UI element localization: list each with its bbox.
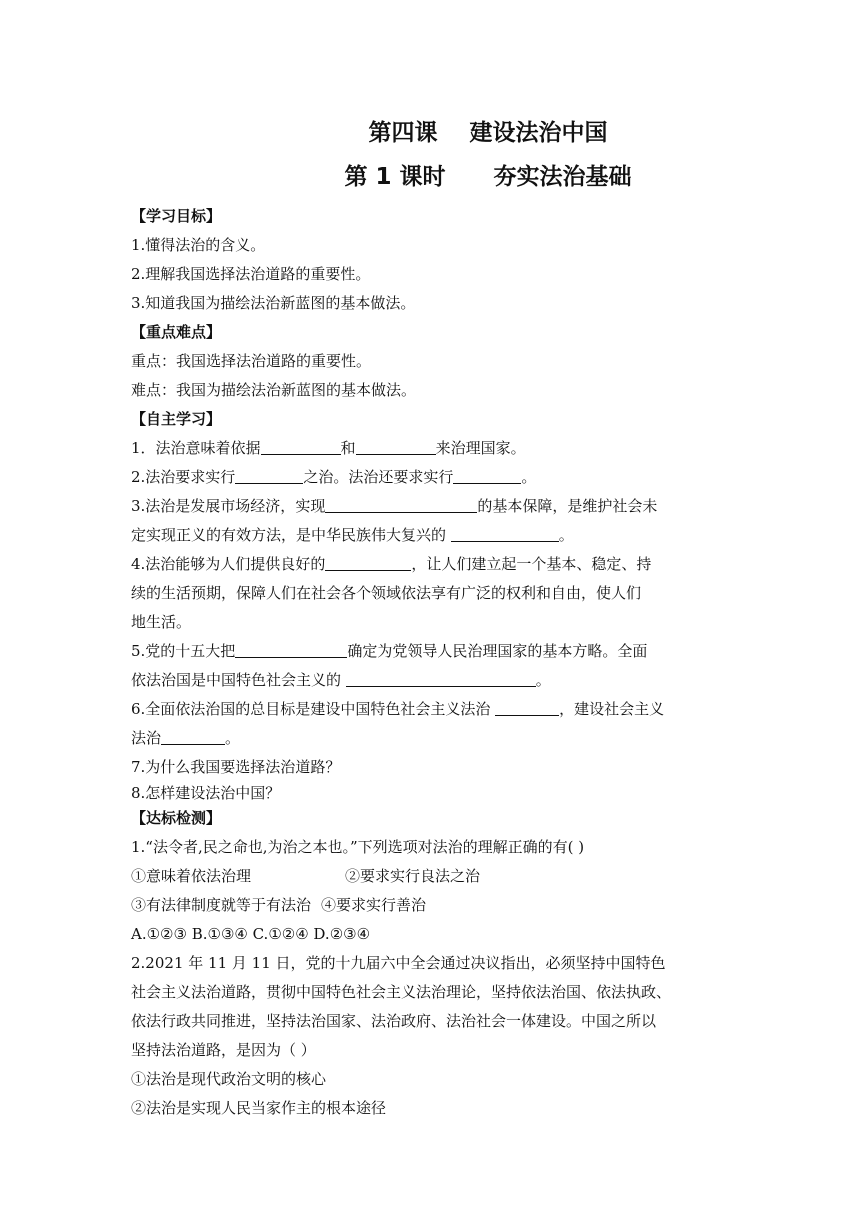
text-segment: 1．法治意味着依据 — [131, 439, 261, 457]
check-question-1-stem: 1.“法令者,民之命也,为治之本也。”下列选项对法治的理解正确的有( ) — [131, 838, 585, 856]
fill-blank[interactable] — [261, 439, 341, 455]
option-item: ④要求实行善治 — [321, 896, 427, 914]
text-segment: 。 — [225, 729, 241, 747]
self-study-question-8: 8.怎样建设法治中国？ — [131, 784, 281, 802]
fill-blank[interactable] — [495, 700, 559, 716]
fill-blank[interactable] — [451, 526, 559, 542]
self-study-question-4-cont: 续的生活预期，保障人们在社会各个领域依法享有广泛的权利和自由，使人们 — [131, 584, 642, 602]
self-study-question-3 — [131, 492, 733, 521]
text-segment: 6.全面依法治国的总目标是建设中国特色社会主义法治 — [131, 700, 496, 718]
self-study-question-2 — [131, 463, 733, 492]
text-segment: 法治 — [131, 729, 162, 747]
check-question-2-line: 社会主义法治道路，贯彻中国特色社会主义法治理论，坚持依法治国、依法执政、 — [131, 983, 672, 1001]
text-segment: 来治理国家。 — [435, 439, 526, 457]
key-point-item: 重点：我国选择法治道路的重要性。 — [131, 352, 372, 370]
fill-blank[interactable] — [235, 468, 303, 484]
check-question-1-options — [131, 891, 733, 920]
objectives-heading: 【学习目标】 — [131, 207, 222, 225]
text-segment: 定实现正义的有效方法，是中华民族伟大复兴的 — [131, 526, 451, 544]
objective-item: 2.理解我国选择法治道路的重要性。 — [131, 265, 371, 283]
text-segment: 。 — [535, 671, 551, 689]
self-study-question-6-cont — [131, 724, 733, 753]
text-segment: 和 — [340, 439, 356, 457]
objective-item: 1.懂得法治的含义。 — [131, 236, 266, 254]
self-study-question-3-cont — [131, 521, 733, 550]
key-points-heading: 【重点难点】 — [131, 323, 222, 341]
option-item: ③有法律制度就等于有法治 — [131, 896, 312, 914]
check-question-1-choices: A.①②③ B.①③④ C.①②④ D.②③④ — [131, 925, 371, 943]
text-segment: 4.法治能够为人们提供良好的 — [131, 555, 326, 573]
text-segment: 5.党的十五大把 — [131, 642, 236, 660]
lesson-title: 第四课 建设法治中国 — [368, 120, 608, 146]
fill-blank[interactable] — [161, 729, 225, 745]
fill-blank[interactable] — [356, 439, 436, 455]
text-segment: 3.法治是发展市场经济，实现 — [131, 497, 326, 515]
check-heading: 【达标检测】 — [131, 809, 222, 827]
check-question-2-line: 坚持法治道路，是因为（ ） — [131, 1041, 316, 1059]
self-study-question-6 — [131, 695, 733, 724]
fill-blank[interactable] — [325, 555, 411, 571]
text-segment: 确定为党领导人民治理国家的基本方略。全面 — [347, 642, 648, 660]
text-segment: ，让人们建立起一个基本、稳定、持 — [411, 555, 652, 573]
option-item: ②要求实行良法之治 — [345, 867, 481, 885]
check-question-1-options — [131, 862, 733, 891]
fill-blank[interactable] — [346, 671, 536, 687]
self-study-question-5 — [131, 637, 733, 666]
self-study-question-7: 7.为什么我国要选择法治道路？ — [131, 758, 341, 776]
fill-blank[interactable] — [325, 497, 477, 513]
self-study-question-4-cont: 地生活。 — [131, 613, 192, 631]
option-item: ②法治是实现人民当家作主的根本途径 — [131, 1099, 387, 1117]
text-segment: ，建设社会主义 — [559, 700, 665, 718]
text-segment: 依法治国是中国特色社会主义的 — [131, 671, 346, 689]
fill-blank[interactable] — [235, 642, 347, 658]
text-segment: 的基本保障，是维护社会未 — [477, 497, 658, 515]
text-segment: 。 — [521, 468, 537, 486]
check-question-2-line: 依法行政共同推进，坚持法治国家、法治政府、法治社会一体建设。中国之所以 — [131, 1012, 657, 1030]
option-item: ①意味着依法治理 — [131, 867, 252, 885]
period-title: 第 1 课时 夯实法治基础 — [344, 164, 632, 190]
option-item: ①法治是现代政治文明的核心 — [131, 1070, 327, 1088]
fill-blank[interactable] — [453, 468, 521, 484]
self-study-question-5-cont — [131, 666, 733, 695]
check-question-2-line: 2.2021 年 11 月 11 日，党的十九届六中全会通过决议指出，必须坚持中国特色 — [131, 954, 666, 972]
self-study-heading: 【自主学习】 — [131, 410, 222, 428]
self-study-question-4 — [131, 550, 733, 579]
self-study-question-1 — [131, 434, 733, 463]
text-segment: 之治。法治还要求实行 — [303, 468, 454, 486]
key-point-item: 难点：我国为描绘法治新蓝图的基本做法。 — [131, 381, 417, 399]
text-segment: 。 — [558, 526, 574, 544]
document-body — [131, 202, 733, 1123]
objective-item: 3.知道我国为描绘法治新蓝图的基本做法。 — [131, 294, 416, 312]
text-segment: 2.法治要求实行 — [131, 468, 236, 486]
